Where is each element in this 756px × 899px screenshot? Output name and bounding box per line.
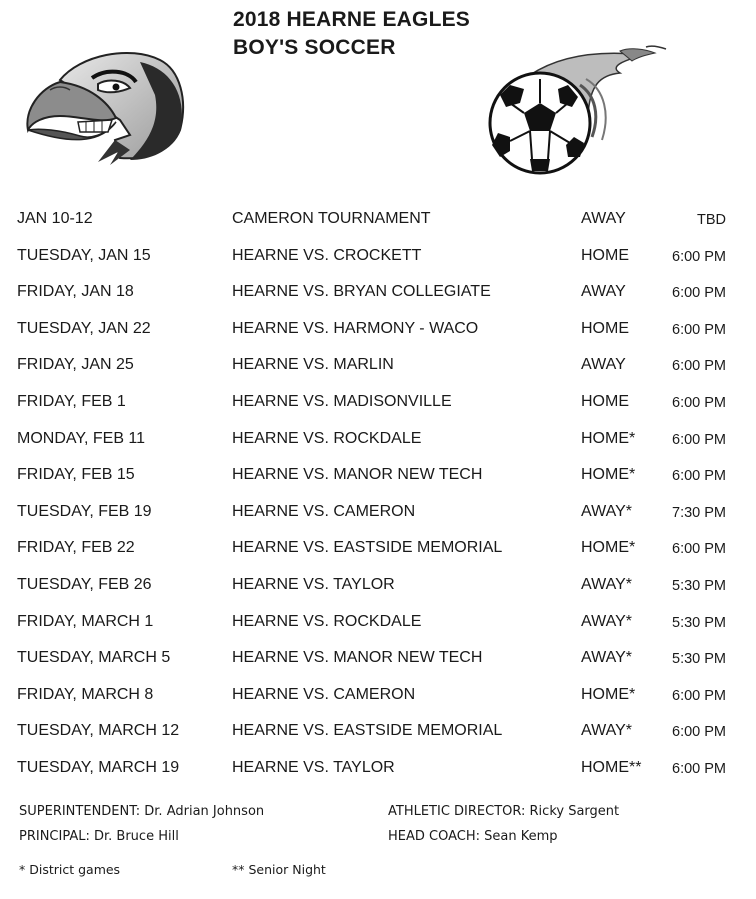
head-coach-line: HEAD COACH: Sean Kemp (388, 829, 558, 844)
game-matchup: HEARNE VS. BRYAN COLLEGIATE (232, 283, 491, 301)
schedule-row (0, 458, 756, 495)
game-date: FRIDAY, FEB 1 (17, 392, 126, 410)
game-matchup: HEARNE VS. EASTSIDE MEMORIAL (232, 722, 503, 740)
game-location: AWAY* (581, 649, 632, 667)
game-location: HOME (581, 392, 629, 410)
game-matchup: HEARNE VS. CAMERON (232, 685, 416, 703)
schedule-row (0, 275, 756, 312)
schedule-table (0, 202, 756, 788)
district-games-note: * District games (19, 862, 121, 877)
game-time: 7:30 PM (672, 504, 726, 521)
game-location: AWAY* (581, 575, 632, 593)
game-matchup: HEARNE VS. CAMERON (232, 502, 416, 520)
game-location: AWAY (581, 356, 626, 374)
game-location: AWAY* (581, 722, 632, 740)
game-matchup: HEARNE VS. EASTSIDE MEMORIAL (232, 539, 503, 557)
title-line-1: 2018 HEARNE EAGLES (233, 8, 471, 31)
game-time: 5:30 PM (672, 614, 726, 631)
flaming-soccer-ball-icon (470, 45, 670, 175)
game-date: TUESDAY, FEB 26 (17, 575, 152, 593)
schedule-row (0, 568, 756, 605)
game-date: FRIDAY, FEB 15 (17, 466, 135, 484)
game-time: 6:00 PM (672, 248, 726, 265)
game-time: 6:00 PM (672, 468, 726, 485)
schedule-row (0, 751, 756, 788)
game-location: AWAY* (581, 612, 632, 630)
game-date: FRIDAY, MARCH 1 (17, 612, 154, 630)
game-location: HOME (581, 319, 629, 337)
game-location: HOME* (581, 429, 636, 447)
game-location: HOME* (581, 685, 636, 703)
game-location: AWAY (581, 210, 626, 227)
game-date: FRIDAY, FEB 22 (17, 539, 135, 557)
game-location: HOME* (581, 466, 636, 484)
principal-line: PRINCIPAL: Dr. Bruce Hill (19, 829, 179, 844)
schedule-row (0, 605, 756, 642)
game-matchup: CAMERON TOURNAMENT (232, 210, 431, 227)
title-line-2: BOY'S SOCCER (233, 36, 396, 59)
schedule-row (0, 495, 756, 532)
game-location: AWAY* (581, 502, 632, 520)
game-location: HOME* (581, 539, 636, 557)
game-time: 6:00 PM (672, 687, 726, 704)
game-date: TUESDAY, JAN 22 (17, 319, 151, 337)
game-matchup: HEARNE VS. ROCKDALE (232, 612, 422, 630)
game-matchup: HEARNE VS. MANOR NEW TECH (232, 649, 483, 667)
game-date: TUESDAY, JAN 15 (17, 246, 151, 264)
schedule-row (0, 312, 756, 349)
senior-night-note: ** Senior Night (232, 862, 326, 877)
superintendent-line: SUPERINTENDENT: Dr. Adrian Johnson (19, 804, 265, 819)
schedule-row (0, 202, 756, 239)
schedule-row (0, 531, 756, 568)
game-time: 6:00 PM (672, 358, 726, 375)
game-date: TUESDAY, MARCH 19 (17, 758, 180, 776)
game-time: 6:00 PM (672, 541, 726, 558)
game-matchup: HEARNE VS. CROCKETT (232, 246, 422, 264)
game-time: 6:00 PM (672, 431, 726, 448)
game-time: 6:00 PM (672, 760, 726, 777)
schedule-row (0, 678, 756, 715)
game-time: 6:00 PM (672, 285, 726, 302)
game-date: FRIDAY, MARCH 8 (17, 685, 154, 703)
game-location: HOME (581, 246, 629, 264)
game-matchup: HEARNE VS. HARMONY - WACO (232, 319, 479, 337)
game-date: FRIDAY, JAN 18 (17, 283, 134, 301)
game-time: 5:30 PM (672, 577, 726, 594)
game-time: 6:00 PM (672, 394, 726, 411)
game-location: HOME** (581, 758, 642, 776)
game-date: JAN 10-12 (17, 210, 93, 227)
game-matchup: HEARNE VS. TAYLOR (232, 575, 395, 593)
game-location: AWAY (581, 283, 626, 301)
game-matchup: HEARNE VS. TAYLOR (232, 758, 395, 776)
schedule-row (0, 422, 756, 459)
schedule-row (0, 385, 756, 422)
game-time: 6:00 PM (672, 321, 726, 338)
game-matchup: HEARNE VS. MANOR NEW TECH (232, 466, 483, 484)
eagle-mascot-icon (20, 40, 190, 165)
game-date: TUESDAY, MARCH 5 (17, 649, 171, 667)
schedule-row (0, 641, 756, 678)
game-date: TUESDAY, MARCH 12 (17, 722, 180, 740)
athletic-director-line: ATHLETIC DIRECTOR: Ricky Sargent (388, 804, 620, 819)
game-date: MONDAY, FEB 11 (17, 429, 146, 447)
document-title (233, 6, 470, 62)
game-time: 6:00 PM (672, 724, 726, 741)
game-date: TUESDAY, FEB 19 (17, 502, 152, 520)
schedule-row (0, 348, 756, 385)
game-matchup: HEARNE VS. MADISONVILLE (232, 392, 452, 410)
game-time: 5:30 PM (672, 651, 726, 668)
game-time: TBD (697, 212, 726, 228)
game-date: FRIDAY, JAN 25 (17, 356, 134, 374)
schedule-row (0, 239, 756, 276)
game-matchup: HEARNE VS. ROCKDALE (232, 429, 422, 447)
schedule-row (0, 714, 756, 751)
game-matchup: HEARNE VS. MARLIN (232, 356, 394, 374)
